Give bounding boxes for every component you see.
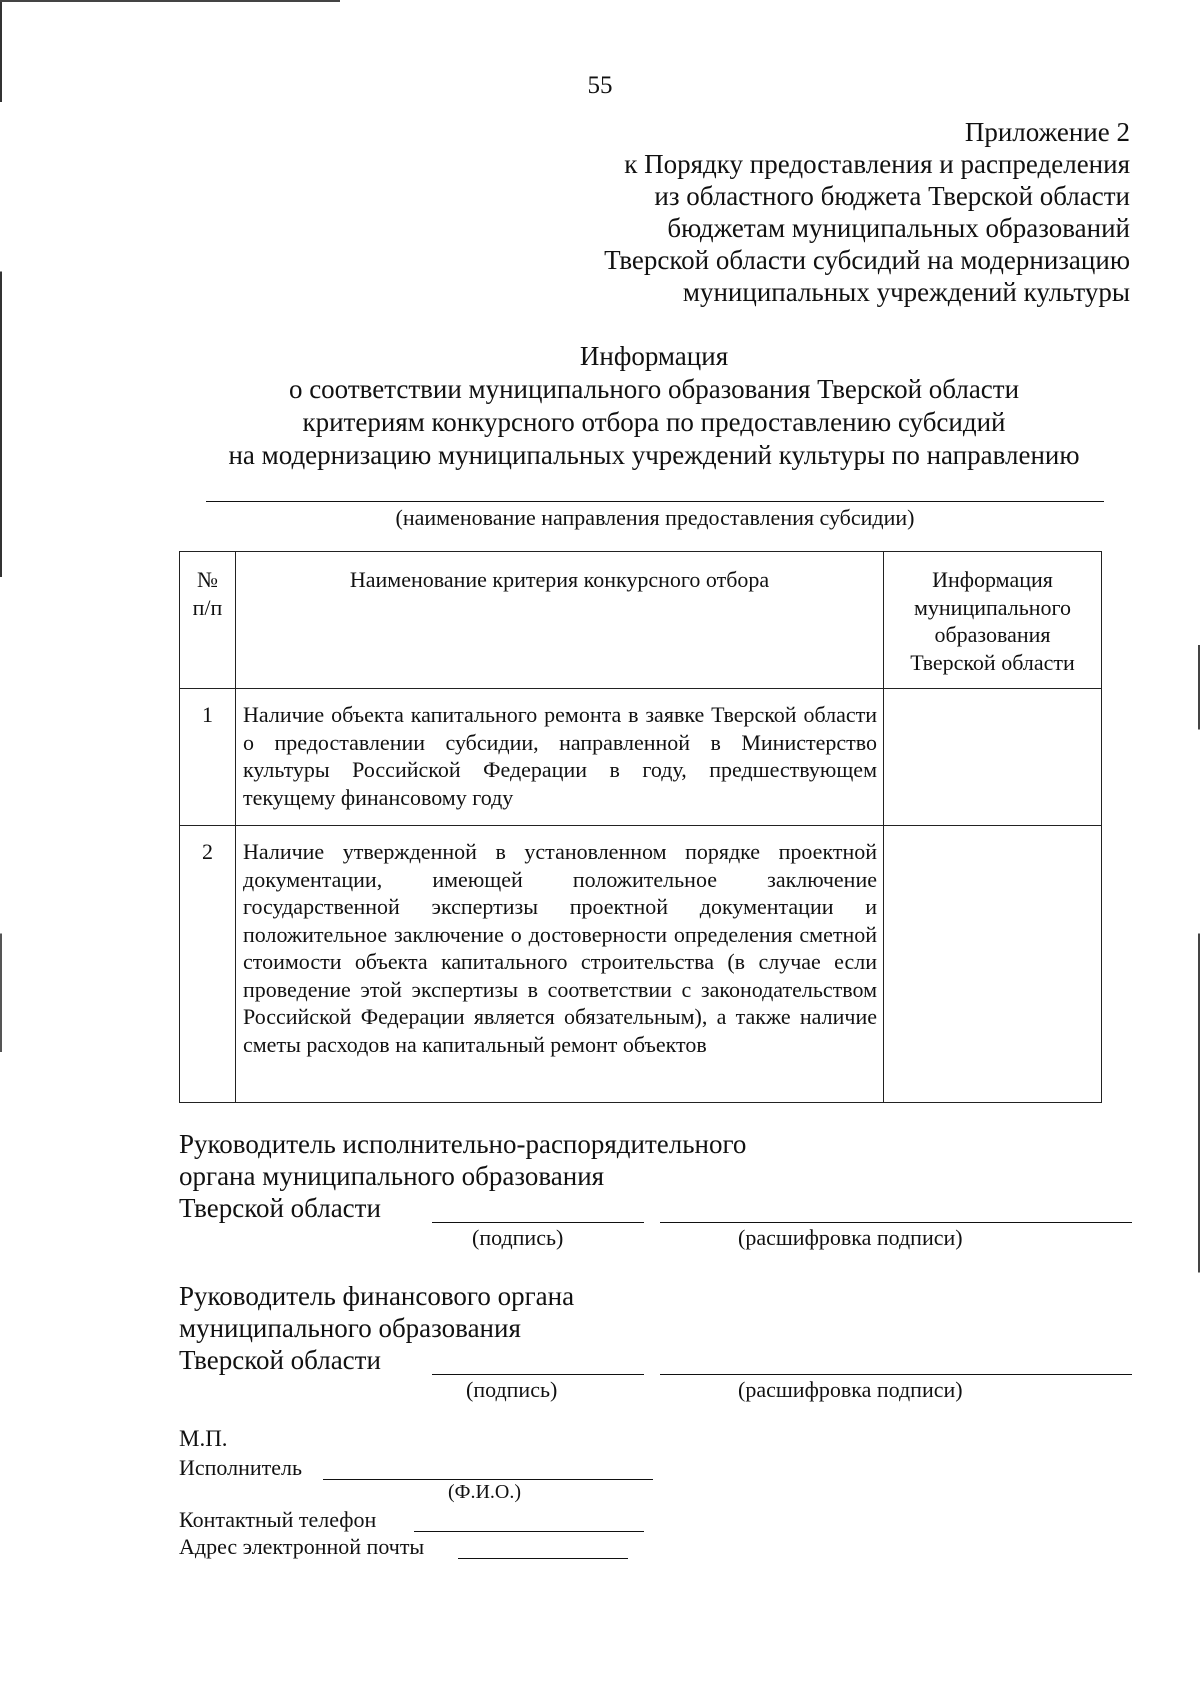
row-criterion: Наличие утвержденной в установленном порядке проектной документации, имеющей положительное заключение государственной экспертизы проектной документации и положительное заключение о достоверности определения сметной стоимости объекта капитального строительства (в случае если проведение этой экспертизы в соответствии с законодательством Российской Федерации является обязательным), а также наличие сметы расходов на капитальный ремонт объектов [236,826,884,1103]
stamp-placeholder: М.П. [179,1426,228,1451]
fin-head-line: Тверской области [179,1345,381,1375]
header-criterion-name: Наименование критерия конкурсного отбора [236,552,884,689]
appendix-line: бюджетам муниципальных образований [667,213,1130,243]
page-number: 55 [587,72,613,99]
header-number-symbol: № [197,567,218,592]
header-information [884,552,1102,689]
fin-signature-line[interactable] [432,1374,644,1375]
fin-head-line: Руководитель финансового органа [179,1281,575,1311]
executor-caption: (Ф.И.О.) [448,1481,522,1503]
title-line: критериям конкурсного отбора по предоставлению субсидий [302,407,1006,437]
title-heading: Информация [579,341,729,371]
criteria-table [179,551,1102,1103]
title-line: о соответствии муниципального образования Тверской области [288,374,1020,404]
fin-decode-line[interactable] [660,1374,1132,1375]
scan-left-edge [0,0,2,1697]
appendix-line: муниципальных учреждений культуры [682,277,1130,307]
fin-head-title [179,1280,574,1376]
appendix-line: из областного бюджета Тверской области [654,181,1130,211]
table-header-row [180,552,1102,689]
email-fill-line[interactable] [458,1558,628,1559]
appendix-reference [604,116,1130,308]
executor-fill-line[interactable] [323,1479,653,1480]
header-number-abbr: п/п [192,594,223,620]
appendix-line: Приложение 2 [964,117,1130,147]
header-info-line: образования [934,622,1051,647]
document-title [130,340,1178,472]
header-info-line: Информация [932,567,1053,592]
row-criterion: Наличие объекта капитального ремонта в заявке Тверской области о предоставлении субсидии, направленной в Министерство культуры Российской Федерации в году, предшествующем текущему финансовому году [236,689,884,826]
header-info-line: Тверской области [910,649,1075,675]
header-info-line: муниципального [913,594,1071,620]
fin-head-line: муниципального образования [179,1313,521,1343]
exec-decode-line[interactable] [660,1222,1132,1223]
exec-head-line: органа муниципального образования [179,1161,605,1191]
exec-signature-line[interactable] [432,1222,644,1223]
exec-head-title [179,1128,746,1224]
phone-fill-line[interactable] [414,1531,644,1532]
fin-signature-caption: (подпись) [466,1377,558,1402]
exec-head-line: Руководитель исполнительно-распорядительного [179,1129,747,1159]
scan-top-edge [0,0,340,2]
title-line: на модернизацию муниципальных учреждений культуры по направлению [228,440,1080,470]
fin-decode-caption: (расшифровка подписи) [738,1377,963,1402]
row-info-cell[interactable] [884,826,1102,1103]
executor-label: Исполнитель [179,1455,303,1480]
appendix-line: Тверской области субсидий на модернизацию [604,245,1130,275]
direction-fill-line[interactable] [206,501,1104,502]
email-label: Адрес электронной почты [179,1534,425,1559]
phone-label: Контактный телефон [179,1507,377,1532]
row-info-cell[interactable] [884,689,1102,826]
row-number: 1 [180,689,236,826]
exec-decode-caption: (расшифровка подписи) [738,1225,963,1250]
exec-signature-caption: (подпись) [472,1225,564,1250]
table-row [180,689,1102,826]
exec-head-line: Тверской области [179,1193,381,1223]
direction-caption: (наименование направления предоставления субсидии) [395,505,915,530]
table-row [180,826,1102,1103]
header-number [180,552,236,689]
row-number: 2 [180,826,236,1103]
appendix-line: к Порядку предоставления и распределения [624,149,1130,179]
